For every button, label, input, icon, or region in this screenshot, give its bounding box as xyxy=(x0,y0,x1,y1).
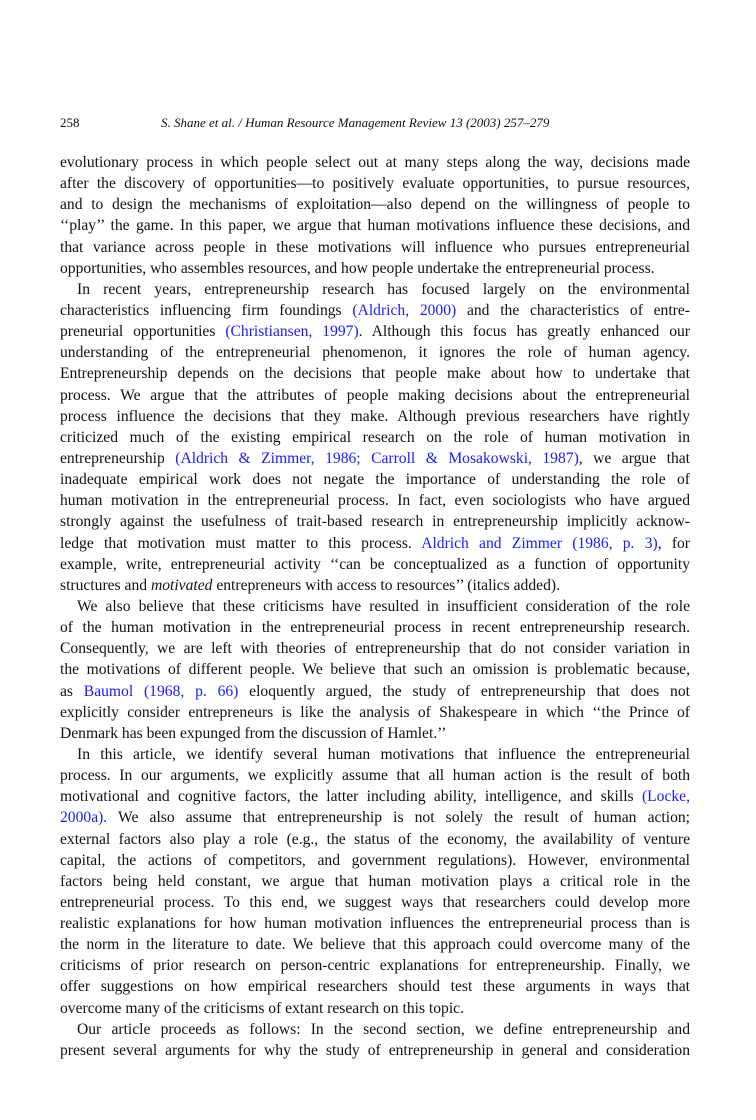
text-line xyxy=(60,490,690,511)
text-line xyxy=(60,807,690,828)
text-span: process. In our arguments, we explicitly assume that all human action is the result of both xyxy=(60,767,690,785)
text-span: the norm in the literature to date. We believe that this approach could overcome many of the xyxy=(60,936,690,954)
text-line xyxy=(60,976,690,997)
text-line xyxy=(60,342,690,363)
text-line xyxy=(60,765,690,786)
text-line xyxy=(60,744,690,765)
text-span: explicitly consider entrepreneurs is like the analysis of Shakespeare in which ‘‘the Prince of xyxy=(60,703,690,721)
text-span: motivational and cognitive factors, the latter including ability, intelligence, and skills xyxy=(60,788,642,806)
text-line xyxy=(60,998,690,1019)
text-line xyxy=(60,1019,690,1040)
text-line xyxy=(60,533,690,554)
text-span: inadequate empirical work does not negate the importance of understanding the role of xyxy=(60,471,690,489)
citation-link[interactable]: (Aldrich & Zimmer, 1986; Carroll & Mosakowski, 1987) xyxy=(175,449,579,467)
text-line xyxy=(60,596,690,617)
text-span: criticisms of prior research on person-centric explanations for entrepreneurship. Finally, we xyxy=(60,957,690,975)
running-header xyxy=(60,115,690,133)
text-span: external factors also play a role (e.g., the status of the economy, the availability of venture xyxy=(60,830,690,848)
text-line xyxy=(60,511,690,532)
text-span: preneurial opportunities xyxy=(60,323,226,341)
citation-link[interactable]: (Christiansen, 1997) xyxy=(225,323,359,341)
text-line xyxy=(60,215,690,236)
citation-link[interactable]: Aldrich and Zimmer (1986, p. 3) xyxy=(421,534,658,552)
text-span: criticized much of the existing empirical research on the role of human motivation in xyxy=(60,428,690,446)
text-line xyxy=(60,173,690,194)
text-span: and to design the mechanisms of exploitation—also depend on the willingness of people to xyxy=(60,196,690,214)
paragraph xyxy=(60,744,690,1019)
text-span: , we argue that xyxy=(578,449,690,467)
text-span: the motivations of different people. We believe that such an omission is problematic because, xyxy=(60,661,690,679)
page-number: 258 xyxy=(60,115,80,130)
text-line xyxy=(60,1040,690,1061)
text-line xyxy=(60,237,690,258)
text-line xyxy=(60,385,690,406)
citation-link[interactable]: 2000a). xyxy=(60,809,108,827)
text-line xyxy=(60,638,690,659)
text-span: ‘‘play’’ the game. In this paper, we argue that human motivations influence these decisions, and xyxy=(60,217,690,235)
text-span: In recent years, entrepreneurship research has focused largely on the environmental xyxy=(77,280,690,298)
text-line xyxy=(60,406,690,427)
text-line xyxy=(60,702,690,723)
paragraph xyxy=(60,152,690,279)
italic-text: motivated xyxy=(150,576,213,594)
text-line xyxy=(60,892,690,913)
text-span: Our article proceeds as follows: In the second section, we define entrepreneurship and xyxy=(77,1020,690,1038)
text-span: as xyxy=(60,682,84,700)
text-span: In this article, we identify several human motivations that influence the entrepreneurial xyxy=(77,745,690,763)
text-span: entrepreneurial process. To this end, we suggest ways that researchers could develop more xyxy=(60,893,690,911)
text-line xyxy=(60,194,690,215)
paragraph xyxy=(60,596,690,744)
text-span: present several arguments for why the study of entrepreneurship in general and consideration xyxy=(60,1041,690,1059)
text-span: We also assume that entrepreneurship is not solely the result of human action; xyxy=(107,809,690,827)
paragraph xyxy=(60,279,690,596)
text-span: Entrepreneurship depends on the decisions that people make about how to undertake that xyxy=(60,365,690,383)
text-span: and the characteristics of entre- xyxy=(456,301,690,319)
text-span: human motivation in the entrepreneurial process. In fact, even sociologists who have argued xyxy=(60,492,690,510)
text-span: process influence the decisions that they make. Although previous researchers have rightly xyxy=(60,407,690,425)
text-span: eloquently argued, the study of entrepreneurship that does not xyxy=(238,682,690,700)
text-line xyxy=(60,723,690,744)
text-span: after the discovery of opportunities—to positively evaluate opportunities, to pursue resources, xyxy=(60,175,690,193)
running-title: S. Shane et al. / Human Resource Management Review 13 (2003) 257–279 xyxy=(161,115,550,130)
paragraph xyxy=(60,1019,690,1061)
text-span: characteristics influencing firm foundings xyxy=(60,301,353,319)
text-span: that variance across people in these motivations will influence who pursues entrepreneurial xyxy=(60,238,690,256)
text-line xyxy=(60,786,690,807)
text-span: , for xyxy=(657,534,690,552)
text-span: Denmark has been expunged from the discussion of Hamlet.’’ xyxy=(60,724,447,742)
text-span: evolutionary process in which people select out at many steps along the way, decisions made xyxy=(60,154,690,171)
text-line xyxy=(60,321,690,342)
text-line xyxy=(60,152,690,173)
text-line xyxy=(60,934,690,955)
text-span: understanding of the entrepreneurial phenomenon, it ignores the role of human agency. xyxy=(60,344,690,362)
text-line xyxy=(60,913,690,934)
text-span: example, write, entrepreneurial activity ‘‘can be conceptualized as a function of opportunity xyxy=(60,555,690,573)
text-line xyxy=(60,850,690,871)
text-line xyxy=(60,617,690,638)
text-span: process. We argue that the attributes of people making decisions about the entrepreneurial xyxy=(60,386,690,404)
text-span: opportunities, who assembles resources, and how people undertake the entrepreneurial process. xyxy=(60,259,655,277)
text-span: . Although this focus has greatly enhanced our xyxy=(358,323,690,341)
text-line xyxy=(60,955,690,976)
text-line xyxy=(60,448,690,469)
text-span: Consequently, we are left with theories of entrepreneurship that do not consider variation in xyxy=(60,640,690,658)
text-line xyxy=(60,300,690,321)
text-line xyxy=(60,659,690,680)
text-line xyxy=(60,829,690,850)
text-span: offer suggestions on how empirical researchers should test these arguments in ways that xyxy=(60,978,690,996)
text-span: factors being held constant, we argue that human motivation plays a critical role in the xyxy=(60,872,690,890)
text-line xyxy=(60,279,690,300)
text-span: overcome many of the criticisms of extant research on this topic. xyxy=(60,999,465,1017)
text-line xyxy=(60,681,690,702)
text-span: We also believe that these criticisms have resulted in insufficient consideration of the role xyxy=(77,597,690,615)
text-line xyxy=(60,363,690,384)
citation-link[interactable]: (Locke, xyxy=(641,788,690,806)
text-span: capital, the actions of competitors, and government regulations). However, environmental xyxy=(60,851,690,869)
text-line xyxy=(60,871,690,892)
text-span: entrepreneurs with access to resources’’ (italics added). xyxy=(212,576,560,594)
text-span: entrepreneurship xyxy=(60,449,176,467)
text-line xyxy=(60,554,690,575)
text-span: structures and xyxy=(60,576,151,594)
text-line xyxy=(60,258,690,279)
article-body xyxy=(60,152,690,1061)
text-line xyxy=(60,575,690,596)
text-span: strongly against the usefulness of trait-based research in entrepreneurship implicitly acknow- xyxy=(60,513,690,531)
text-span: of the human motivation in the entrepreneurial process in recent entrepreneurship research. xyxy=(60,619,690,637)
citation-link[interactable]: (Aldrich, 2000) xyxy=(352,301,457,319)
text-line xyxy=(60,469,690,490)
text-line xyxy=(60,427,690,448)
text-span: ledge that motivation must matter to this process. xyxy=(60,534,422,552)
text-span: realistic explanations for how human motivation influences the entrepreneurial process than is xyxy=(60,915,690,933)
citation-link[interactable]: Baumol (1968, p. 66) xyxy=(83,682,239,700)
